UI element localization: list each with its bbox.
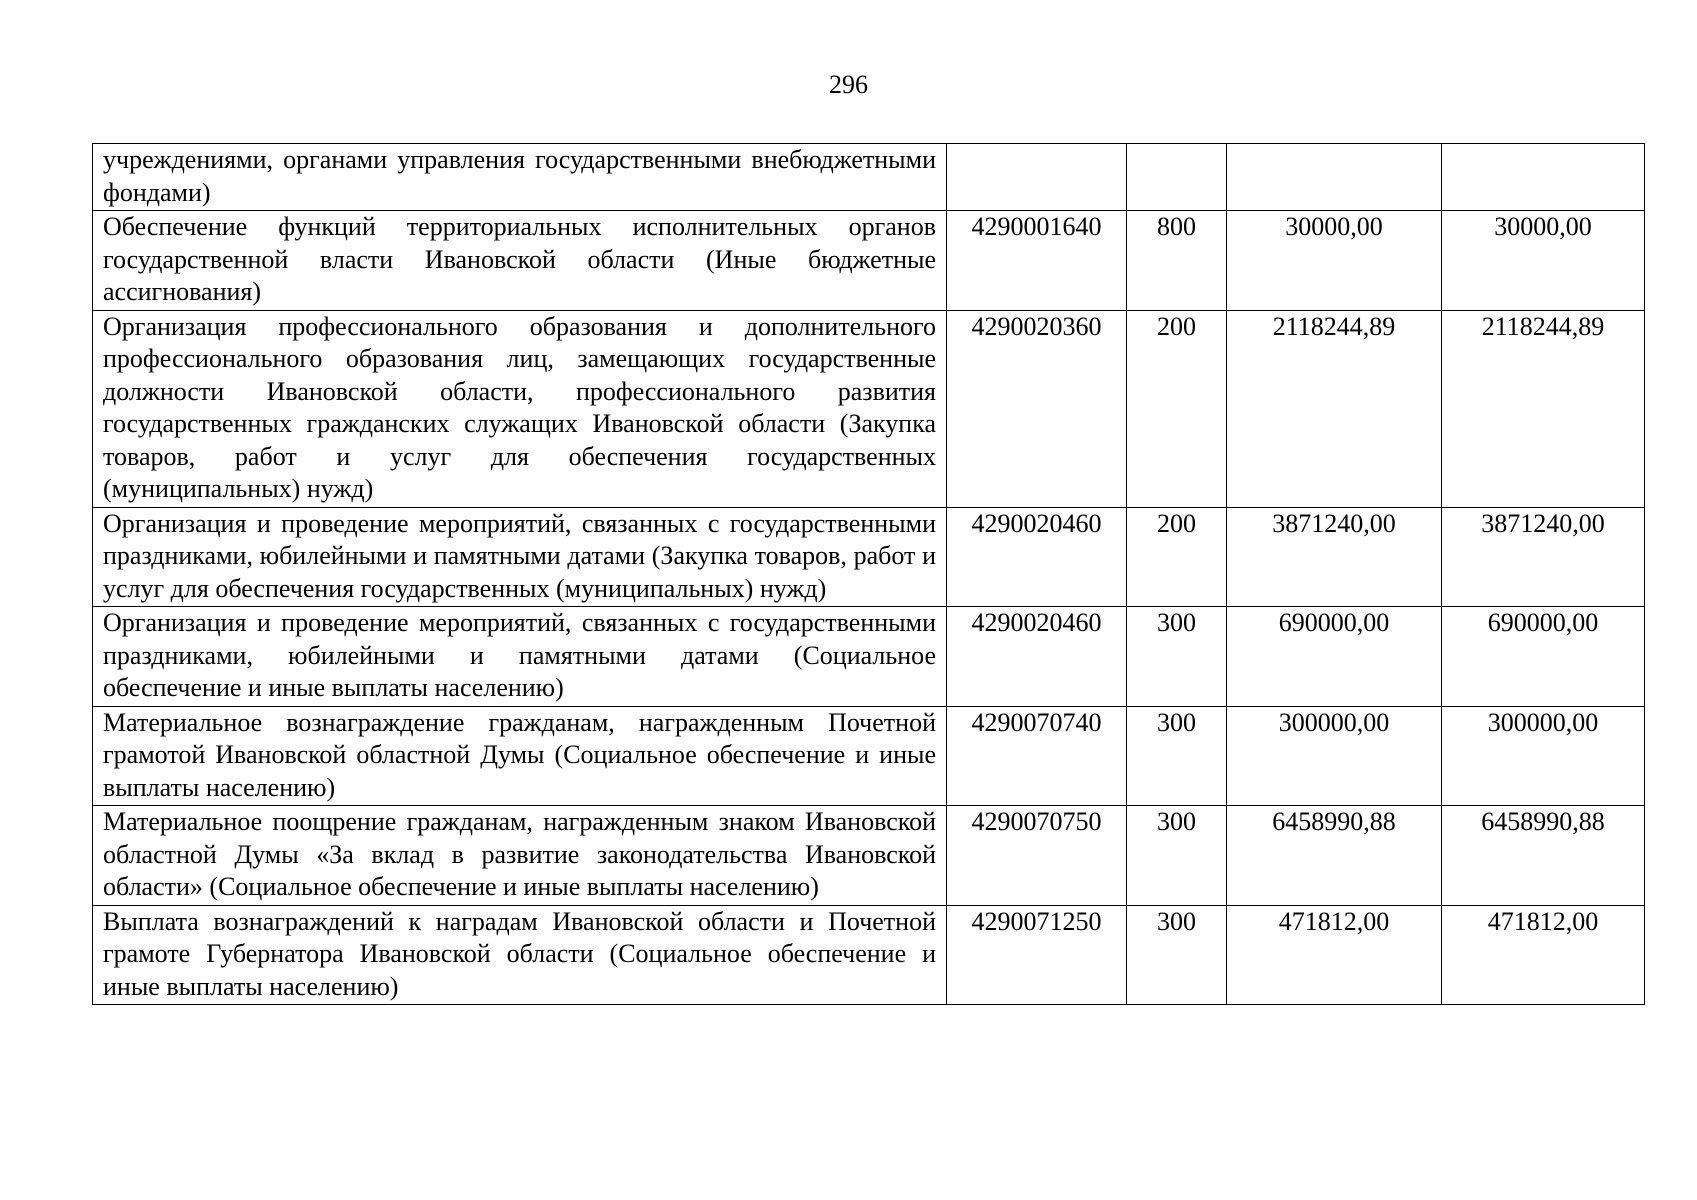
row-expense-type: 300 [1127, 607, 1227, 707]
row-amount-2: 2118244,89 [1442, 310, 1645, 507]
row-target-code: 4290020460 [947, 607, 1127, 707]
row-amount-1: 3871240,00 [1227, 507, 1442, 607]
row-description: учреждениями, органами управления государственными внебюджетными фондами) [93, 144, 947, 211]
row-amount-2: 300000,00 [1442, 706, 1645, 806]
row-expense-type: 300 [1127, 806, 1227, 906]
table-row [93, 905, 1645, 1005]
table-row [93, 211, 1645, 311]
row-amount-1: 2118244,89 [1227, 310, 1442, 507]
row-expense-type [1127, 144, 1227, 211]
row-expense-type: 200 [1127, 310, 1227, 507]
row-amount-2: 690000,00 [1442, 607, 1645, 707]
row-target-code: 4290001640 [947, 211, 1127, 311]
row-target-code [947, 144, 1127, 211]
table-row [93, 507, 1645, 607]
row-target-code: 4290020360 [947, 310, 1127, 507]
row-amount-1: 30000,00 [1227, 211, 1442, 311]
row-target-code: 4290020460 [947, 507, 1127, 607]
row-amount-1: 471812,00 [1227, 905, 1442, 1005]
row-expense-type: 200 [1127, 507, 1227, 607]
row-target-code: 4290070750 [947, 806, 1127, 906]
row-amount-1: 6458990,88 [1227, 806, 1442, 906]
row-description: Материальное вознаграждение гражданам, награжденным Почетной грамотой Ивановской областной Думы (Социальное обеспечение и иные выплаты населению) [93, 706, 947, 806]
row-amount-2 [1442, 144, 1645, 211]
row-description: Обеспечение функций территориальных исполнительных органов государственной власти Ивановской области (Иные бюджетные ассигнования) [93, 211, 947, 311]
page-number: 296 [829, 70, 868, 99]
table-row [93, 144, 1645, 211]
row-amount-1: 690000,00 [1227, 607, 1442, 707]
row-expense-type: 300 [1127, 905, 1227, 1005]
row-amount-2: 30000,00 [1442, 211, 1645, 311]
table-row [93, 806, 1645, 906]
table-row [93, 706, 1645, 806]
row-amount-2: 471812,00 [1442, 905, 1645, 1005]
row-expense-type: 800 [1127, 211, 1227, 311]
row-target-code: 4290071250 [947, 905, 1127, 1005]
row-description: Выплата вознаграждений к наградам Ивановской области и Почетной грамоте Губернатора Ивановской области (Социальное обеспечение и иные выплаты населению) [93, 905, 947, 1005]
row-expense-type: 300 [1127, 706, 1227, 806]
row-target-code: 4290070740 [947, 706, 1127, 806]
row-amount-1: 300000,00 [1227, 706, 1442, 806]
table-row [93, 310, 1645, 507]
table-row [93, 607, 1645, 707]
row-amount-1 [1227, 144, 1442, 211]
row-description: Организация и проведение мероприятий, связанных с государственными праздниками, юбилейными и памятными датами (Социальное обеспечение и иные выплаты населению) [93, 607, 947, 707]
row-amount-2: 3871240,00 [1442, 507, 1645, 607]
budget-table [92, 143, 1645, 1005]
row-amount-2: 6458990,88 [1442, 806, 1645, 906]
row-description: Материальное поощрение гражданам, награжденным знаком Ивановской областной Думы «За вклад в развитие законодательства Ивановской области» (Социальное обеспечение и иные выплаты населению) [93, 806, 947, 906]
row-description: Организация и проведение мероприятий, связанных с государственными праздниками, юбилейными и памятными датами (Закупка товаров, работ и услуг для обеспечения государственных (муниципальных) нужд) [93, 507, 947, 607]
row-description: Организация профессионального образования и дополнительного профессионального образования лиц, замещающих государственные должности Ивановской области, профессионального развития государственных гражданских служащих Ивановской области (Закупка товаров, работ и услуг для обеспечения государственных (муниципальных) нужд) [93, 310, 947, 507]
